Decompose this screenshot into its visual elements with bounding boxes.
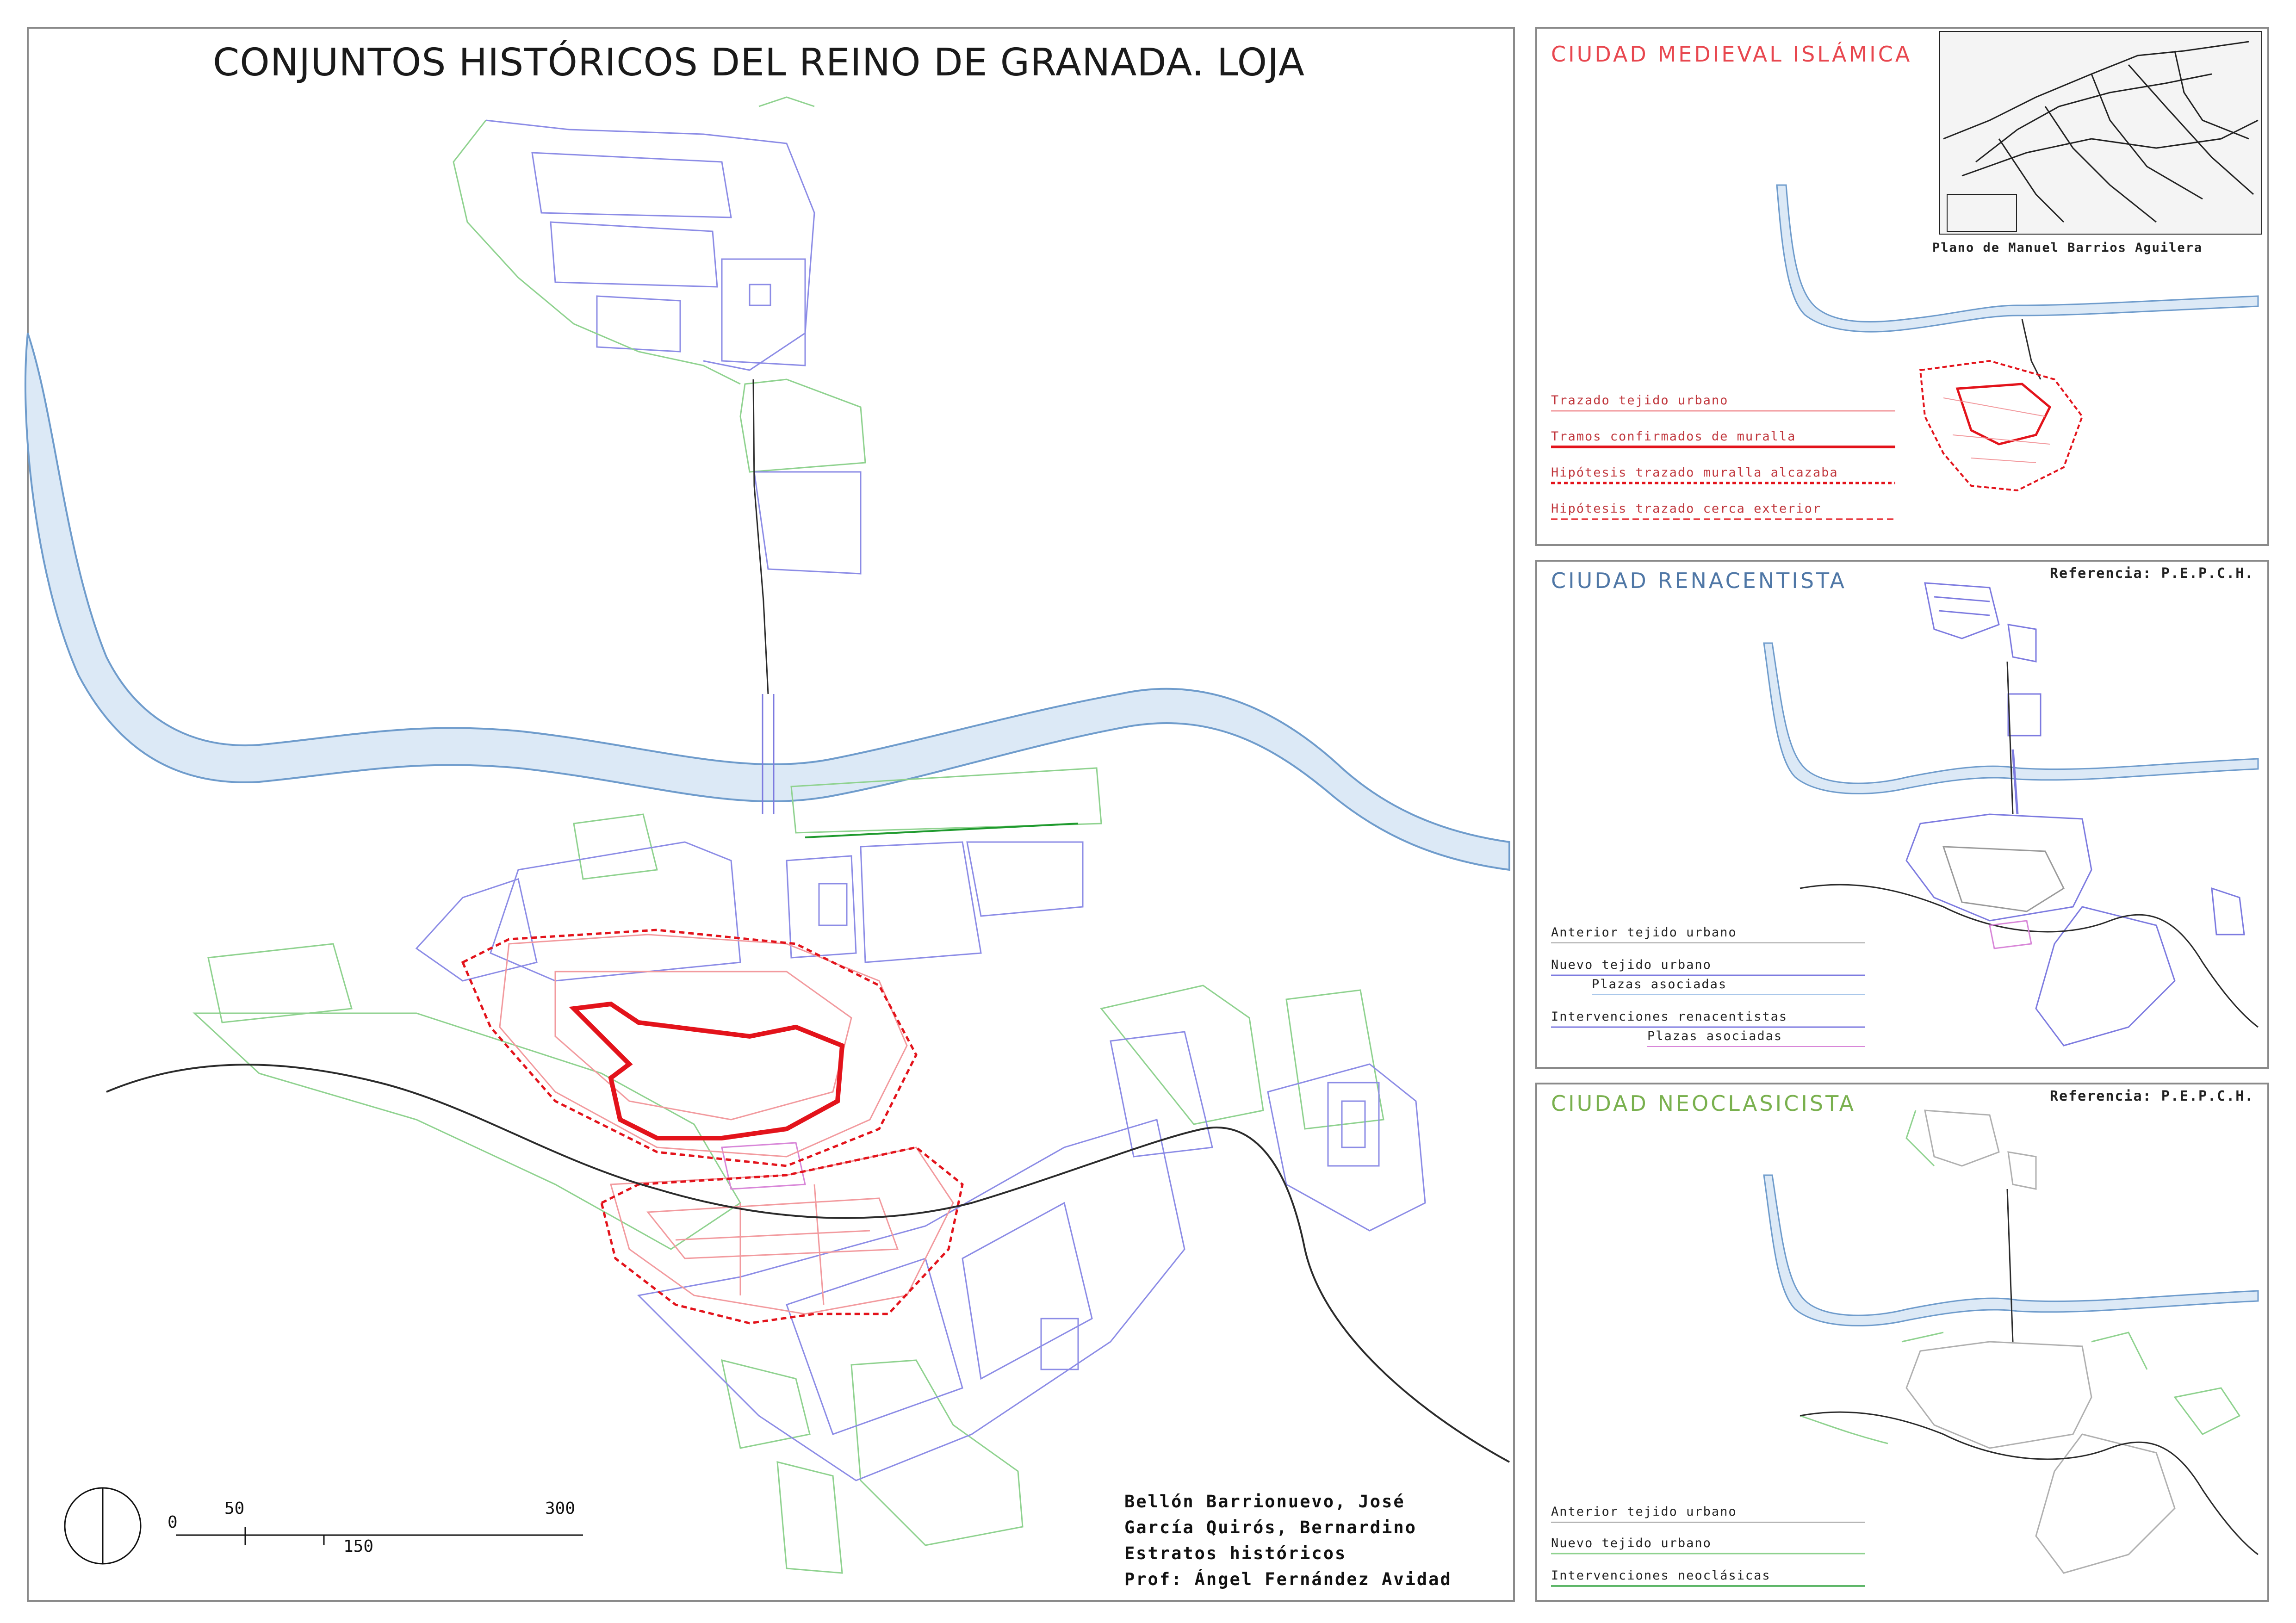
panel-renaissance-reference: Referencia: P.E.P.C.H. [2050,565,2254,582]
scale-label-150: 150 [343,1537,374,1556]
panel-renaissance-title: CIUDAD RENACENTISTA [1551,568,1847,593]
legend-islamic-3: Hipótesis trazado muralla alcazaba [1551,465,1838,480]
map-title: CONJUNTOS HISTÓRICOS DEL REINO DE GRANADA. LOJA [213,41,1305,85]
scale-label-300: 300 [545,1499,576,1518]
scale-label-0: 0 [168,1513,178,1532]
legend-neo-1: Anterior tejido urbano [1551,1505,1737,1519]
panel-islamic-title: CIUDAD MEDIEVAL ISLÁMICA [1551,42,1912,67]
credit-professor: Prof: Ángel Fernández Avidad [1124,1569,1452,1589]
legend-ren-4: Intervenciones renacentistas [1551,1010,1788,1024]
legend-islamic-4: Hipótesis trazado cerca exterior [1551,502,1822,516]
scale-label-50: 50 [224,1499,245,1518]
legend-ren-1: Anterior tejido urbano [1551,925,1737,940]
legend-ren-3: Plazas asociadas [1592,977,1727,991]
panel-neoclassical-title: CIUDAD NEOCLASICISTA [1551,1091,1856,1116]
credit-subject: Estratos históricos [1124,1543,1347,1563]
legend-islamic-1: Trazado tejido urbano [1551,393,1729,408]
legend-neo-2: Nuevo tejido urbano [1551,1536,1712,1550]
credit-author-2: García Quirós, Bernardino [1124,1518,1417,1537]
inset-caption: Plano de Manuel Barrios Aguilera [1932,241,2203,255]
panel-neoclassical-reference: Referencia: P.E.P.C.H. [2050,1088,2254,1104]
legend-neo-3: Intervenciones neoclásicas [1551,1568,1771,1583]
credit-author-1: Bellón Barrionuevo, José [1124,1492,1405,1511]
legend-ren-5: Plazas asociadas [1647,1029,1783,1043]
legend-ren-2: Nuevo tejido urbano [1551,958,1712,972]
legend-islamic-2: Tramos confirmados de muralla [1551,429,1796,444]
